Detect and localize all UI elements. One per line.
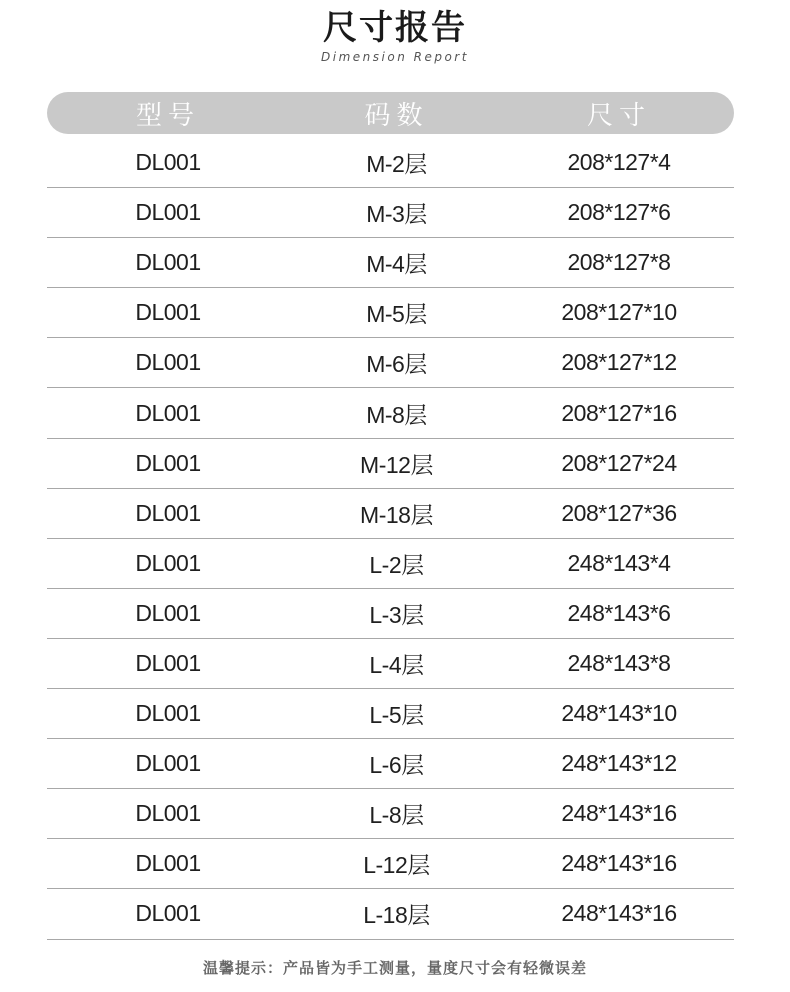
cell-model: DL001 <box>135 649 201 676</box>
cell-size-code: L-6层 <box>369 752 424 779</box>
cell-dimension: 248*143*8 <box>567 649 671 676</box>
cell-size-code: M-8层 <box>366 401 427 428</box>
title-block <box>0 6 790 64</box>
cell-model: DL001 <box>135 700 201 727</box>
cell-size-code: L-5层 <box>369 702 424 729</box>
cell-dimension: 248*143*12 <box>561 750 677 777</box>
table-row <box>47 539 734 589</box>
cell-size-code: L-4层 <box>369 651 424 678</box>
table-row <box>47 489 734 539</box>
table-row <box>47 839 734 889</box>
cell-model: DL001 <box>135 850 201 877</box>
cell-dimension: 248*143*6 <box>567 599 671 626</box>
cell-dimension: 208*127*12 <box>561 349 677 376</box>
cell-model: DL001 <box>135 900 201 927</box>
cell-dimension: 208*127*10 <box>561 299 677 326</box>
cell-model: DL001 <box>135 299 201 326</box>
table-body <box>47 138 734 940</box>
cell-model: DL001 <box>135 499 201 526</box>
table-row <box>47 338 734 388</box>
table-row <box>47 589 734 639</box>
cell-dimension: 208*127*24 <box>561 449 677 476</box>
cell-model: DL001 <box>135 399 201 426</box>
cell-size-code: M-18层 <box>360 501 433 528</box>
footer-note: 温馨提示：产品皆为手工测量，量度尺寸会有轻微误差 <box>202 959 587 977</box>
table-row <box>47 739 734 789</box>
table-row <box>47 439 734 489</box>
cell-model: DL001 <box>135 199 201 226</box>
cell-dimension: 208*127*36 <box>561 499 677 526</box>
cell-model: DL001 <box>135 549 201 576</box>
cell-model: DL001 <box>135 750 201 777</box>
cell-size-code: M-2层 <box>366 151 427 178</box>
cell-dimension: 208*127*8 <box>567 249 671 276</box>
table-row <box>47 639 734 689</box>
table-header <box>47 92 734 134</box>
cell-model: DL001 <box>135 249 201 276</box>
cell-size-code: M-12层 <box>360 451 433 478</box>
cell-dimension: 248*143*16 <box>561 900 677 927</box>
table-row <box>47 889 734 939</box>
cell-size-code: L-2层 <box>369 551 424 578</box>
cell-dimension: 248*143*4 <box>567 549 671 576</box>
cell-size-code: M-3层 <box>366 201 427 228</box>
page-title: 尺寸报告 <box>323 8 467 48</box>
cell-size-code: M-4层 <box>366 251 427 278</box>
cell-size-code: M-6层 <box>366 351 427 378</box>
table-row <box>47 188 734 238</box>
header-dimension: 尺寸 <box>586 100 651 131</box>
cell-model: DL001 <box>135 349 201 376</box>
table-row <box>47 288 734 338</box>
cell-size-code: M-5层 <box>366 301 427 328</box>
cell-dimension: 208*127*4 <box>567 149 671 176</box>
table-row <box>47 789 734 839</box>
cell-dimension: 248*143*10 <box>561 700 677 727</box>
cell-dimension: 248*143*16 <box>561 850 677 877</box>
cell-size-code: L-18层 <box>363 902 430 929</box>
table-row <box>47 238 734 288</box>
table-row <box>47 388 734 438</box>
cell-model: DL001 <box>135 449 201 476</box>
cell-size-code: L-8层 <box>369 802 424 829</box>
table-row <box>47 689 734 739</box>
header-size-code: 码数 <box>364 100 429 131</box>
page-subtitle: Dimension Report <box>321 50 469 64</box>
cell-size-code: L-12层 <box>363 852 430 879</box>
cell-dimension: 248*143*16 <box>561 800 677 827</box>
cell-size-code: L-3层 <box>369 601 424 628</box>
table-row <box>47 138 734 188</box>
cell-model: DL001 <box>135 149 201 176</box>
cell-model: DL001 <box>135 800 201 827</box>
header-model: 型号 <box>135 100 200 131</box>
cell-dimension: 208*127*6 <box>567 199 671 226</box>
cell-dimension: 208*127*16 <box>561 399 677 426</box>
cell-model: DL001 <box>135 599 201 626</box>
